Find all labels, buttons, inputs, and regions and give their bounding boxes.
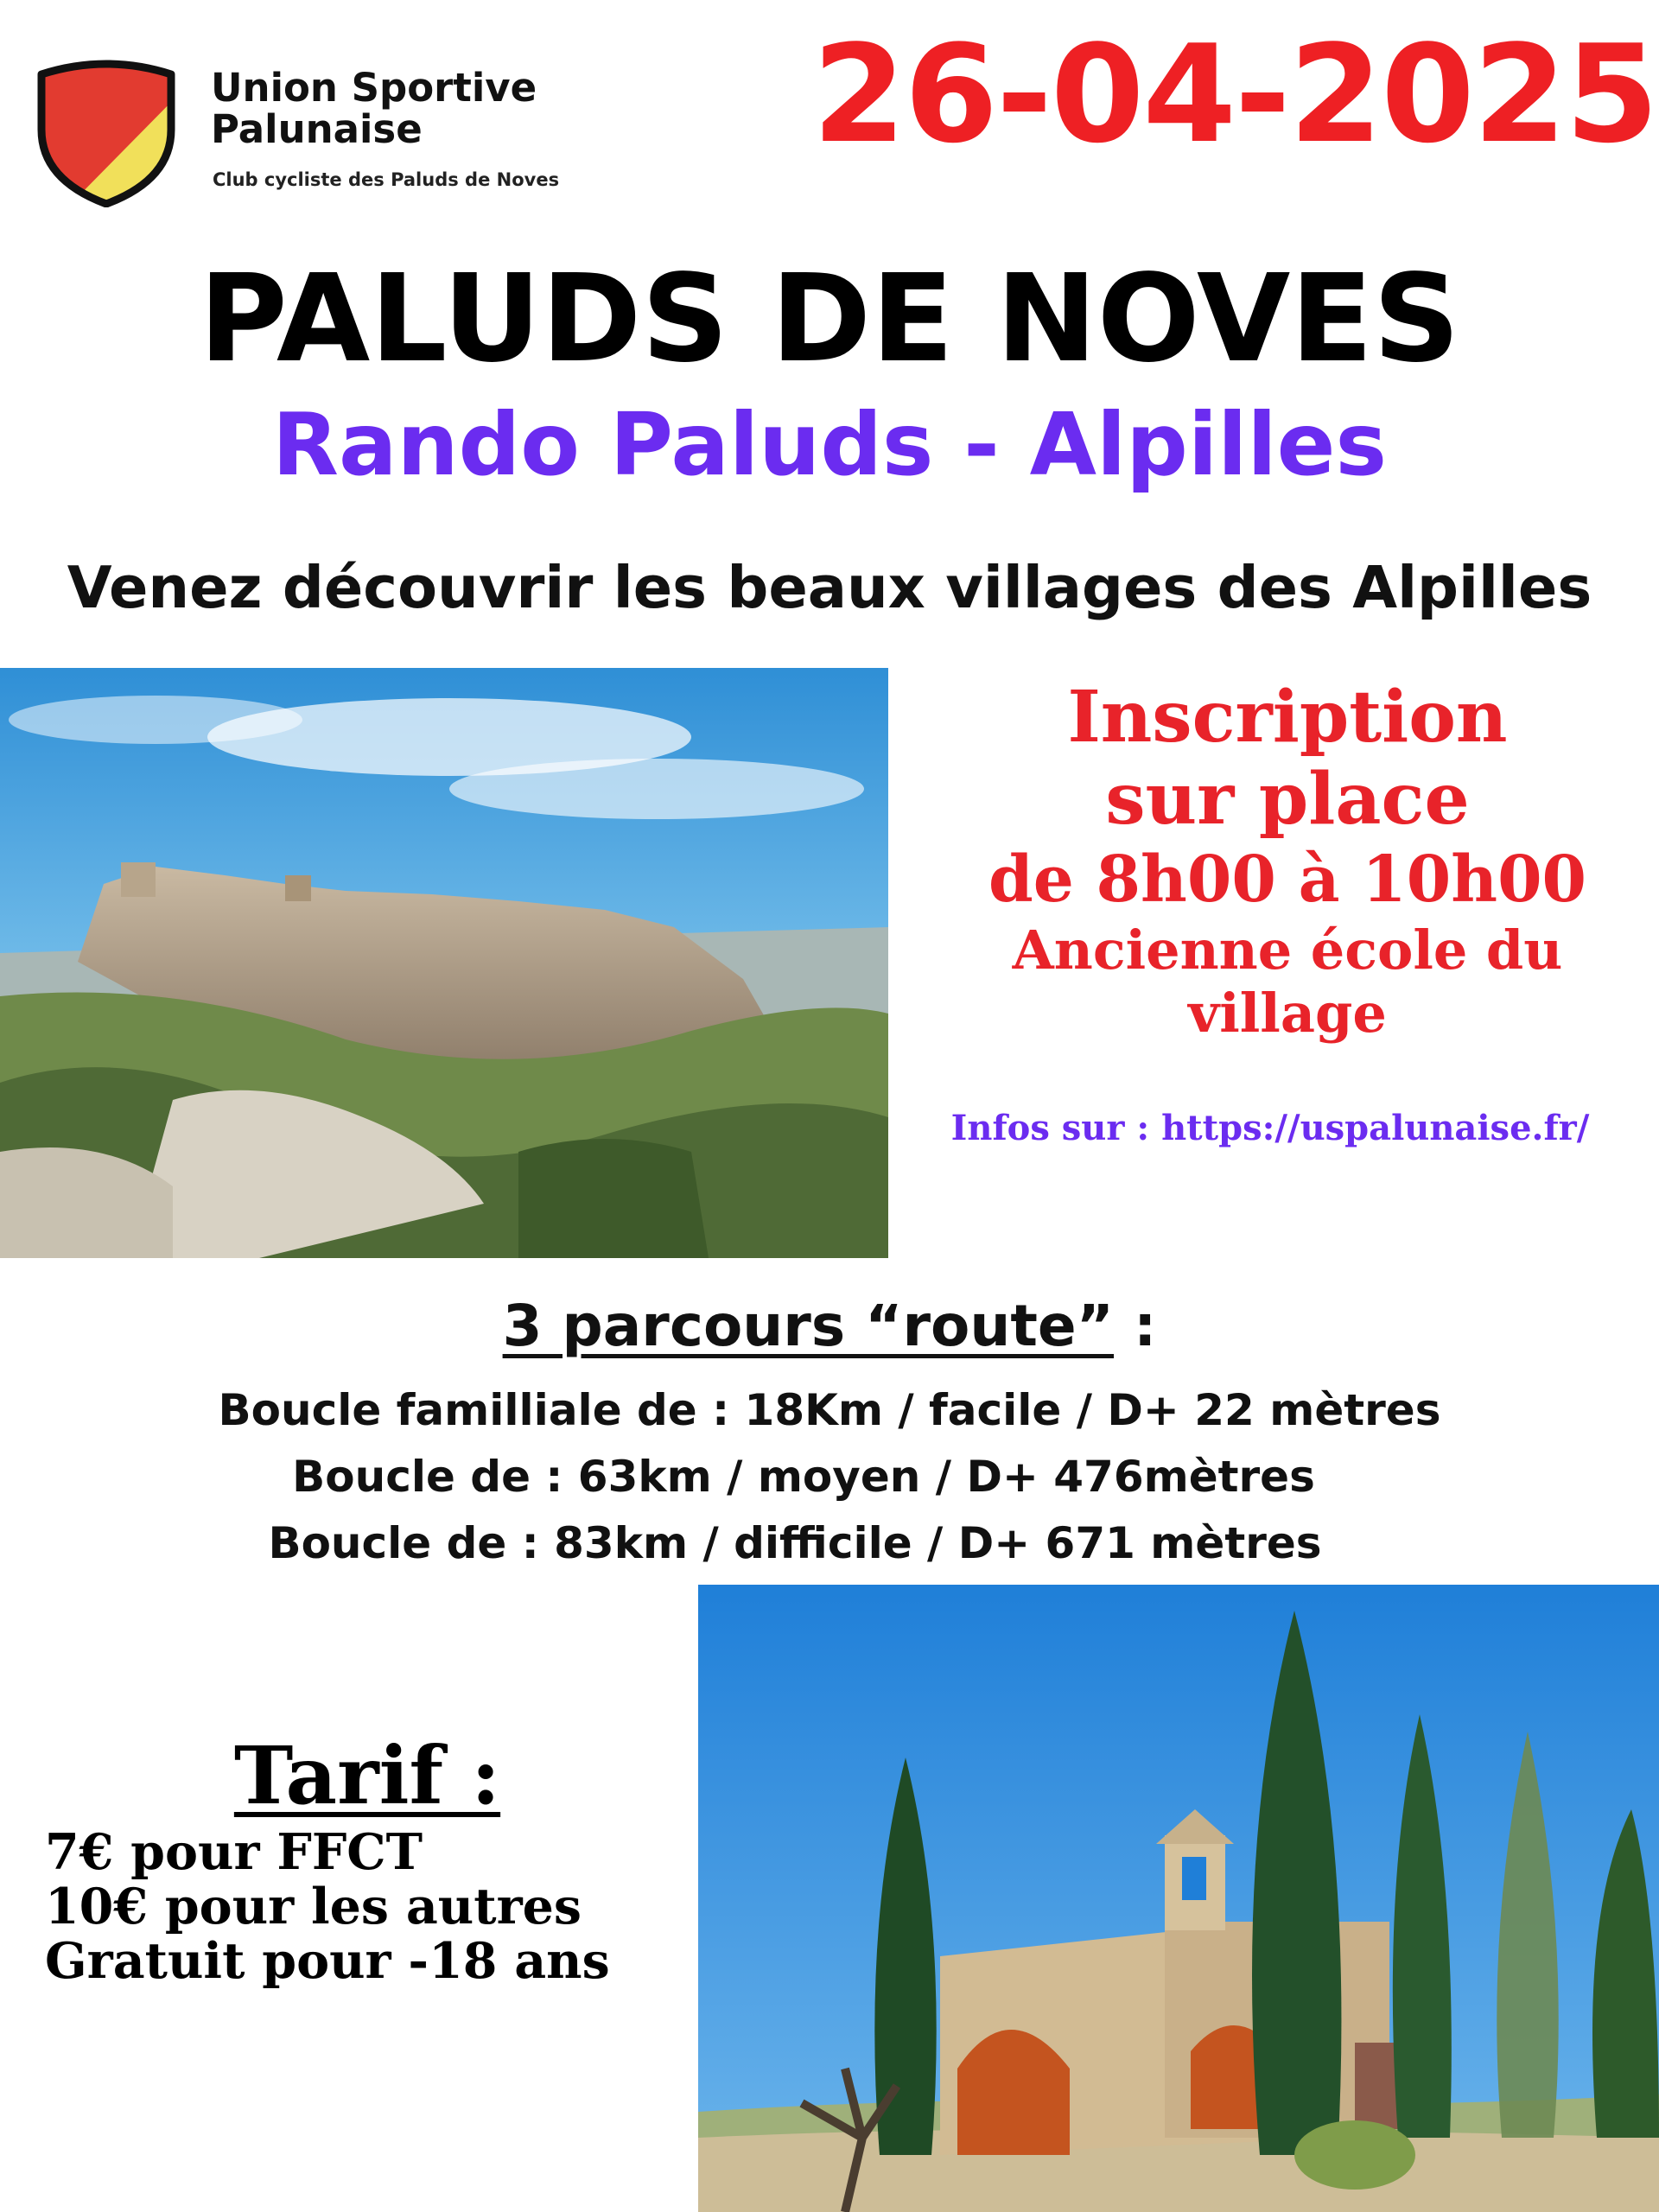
tagline: Venez découvrir les beaux villages des Alpilles [67,554,1592,621]
tarif-item: Gratuit pour -18 ans [45,1932,610,1990]
registration-line-2: sur place [1105,758,1470,841]
registration-location-2: village [1188,982,1387,1045]
routes-title-text: 3 parcours “route” [502,1293,1115,1359]
routes-title [0,1292,1659,1361]
route-item: Boucle familliale de : 18Km / facile / D+ 22 mètres [218,1385,1441,1435]
route-item: Boucle de : 63km / moyen / D+ 476mètres [292,1452,1315,1502]
info-link[interactable]: Infos sur : https://uspalunaise.fr/ [950,1108,1590,1148]
tarif-item: 7€ pour FFCT [45,1823,423,1881]
tarif-title [173,1729,562,1822]
registration-location-1: Ancienne école du [1012,918,1563,982]
club-name-line2: Palunaise [211,106,423,152]
registration-line-1: Inscription [1067,676,1508,759]
page-title: PALUDS DE NOVES [199,249,1460,390]
club-subtitle: Club cycliste des Paluds de Noves [213,169,560,190]
tarif-item: 10€ pour les autres [45,1878,582,1936]
tarif-title-text: Tarif : [233,1729,501,1822]
club-logo [33,59,180,207]
chapel-photo [698,1585,1659,2212]
route-item: Boucle de : 83km / difficile / D+ 671 mètres [268,1518,1322,1568]
routes-title-suffix: : [1114,1293,1157,1359]
village-photo [0,668,888,1258]
event-subtitle: Rando Paluds - Alpilles [272,394,1387,495]
event-date: 26-04-2025 [812,16,1657,173]
registration-hours: de 8h00 à 10h00 [988,842,1587,917]
club-name-line1: Union Sportive [211,65,537,111]
club-name [211,67,574,150]
